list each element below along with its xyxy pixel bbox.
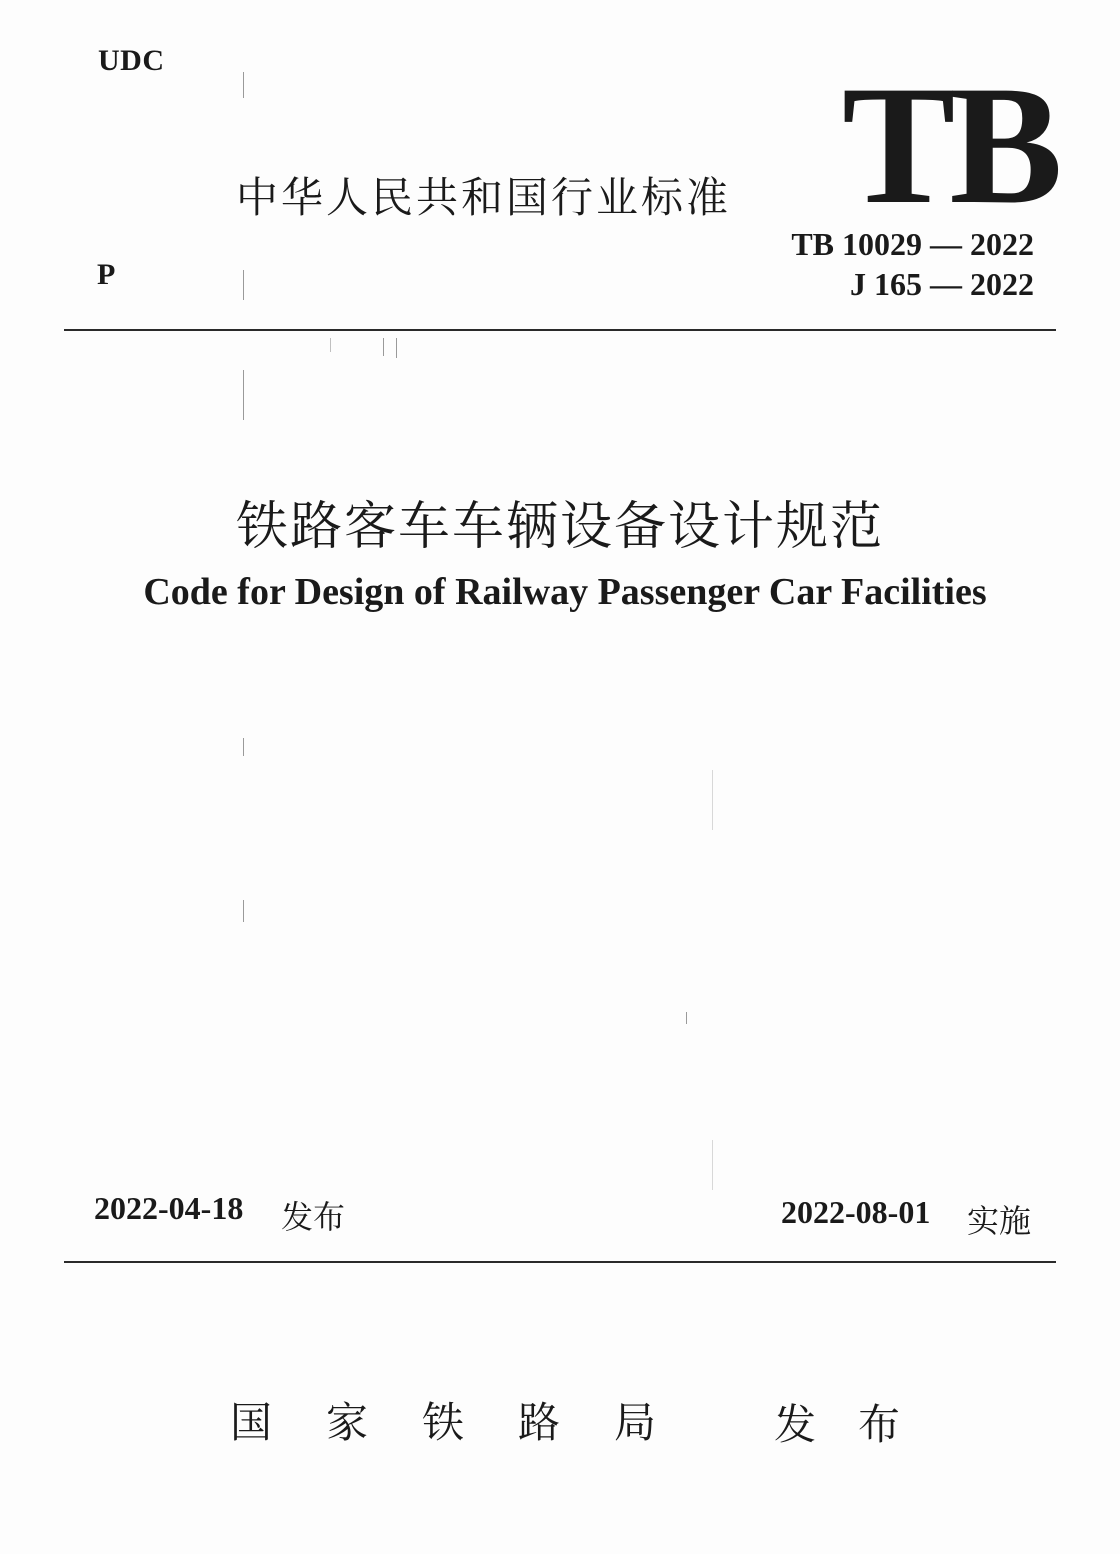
footer-divider [64, 1261, 1056, 1263]
scan-mark [383, 338, 384, 356]
scan-mark [243, 738, 244, 756]
scan-mark [243, 370, 244, 420]
implementation-date: 2022-08-01 [781, 1194, 931, 1230]
title-english: Code for Design of Railway Passenger Car Facilities [143, 571, 987, 613]
scan-mark [686, 1012, 687, 1024]
publish-verb: 发布 [774, 1400, 943, 1449]
standard-code-tb: TB 10029 — 2022 [791, 226, 1034, 262]
header-divider [64, 329, 1056, 331]
tb-logo: TB [842, 51, 1057, 239]
implementation-label: 实施 [967, 1202, 1032, 1240]
scan-mark [330, 338, 331, 352]
classification-label: P [97, 258, 116, 291]
title-chinese: 铁路客车车辆设备设计规范 [235, 497, 884, 557]
udc-label: UDC [98, 44, 165, 77]
issue-label: 发布 [281, 1198, 346, 1236]
scan-mark [712, 770, 713, 830]
scan-mark [712, 1140, 713, 1190]
publisher-name: 国家铁路局 [230, 1398, 711, 1447]
standard-type-heading: 中华人民共和国行业标准 [236, 173, 732, 222]
scan-mark [396, 338, 397, 358]
issue-date: 2022-04-18 [94, 1190, 244, 1226]
standard-code-j: J 165 — 2022 [850, 266, 1034, 302]
scan-mark [243, 900, 244, 922]
scan-mark [243, 270, 244, 300]
scan-mark [243, 72, 244, 98]
